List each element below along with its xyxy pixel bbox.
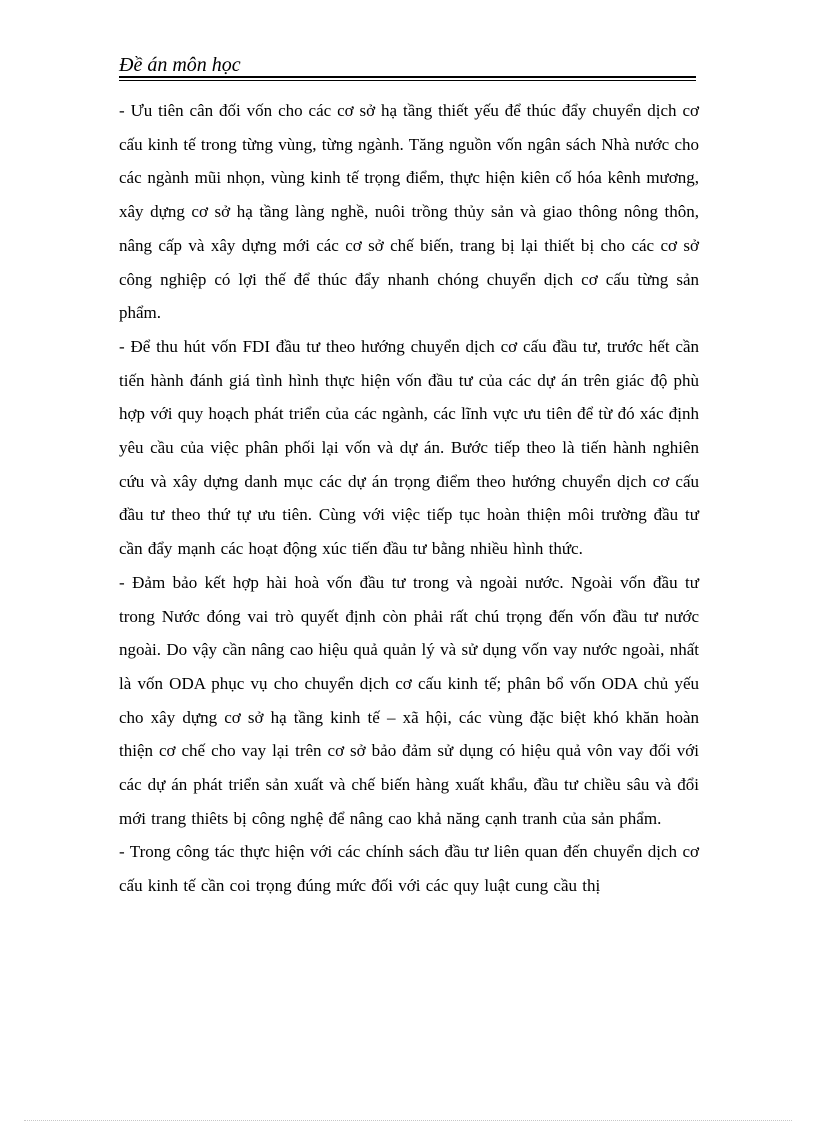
page-bottom-divider bbox=[24, 1120, 792, 1121]
paragraph-2: - Để thu hút vốn FDI đầu tư theo hướng chuyển dịch cơ cấu đầu tư, trước hết cần tiến hành đánh giá tình hình thực hiện vốn đầu tư của các dự án trên giác độ phù hợp với quy hoạch phát triển của các ngành, các lĩnh vực ưu tiên để từ đó xác định yêu cầu của việc phân phối lại vốn và dự án. Bước tiếp theo là tiến hành nghiên cứu và xây dựng danh mục các dự án trọng điểm theo hướng chuyển dịch cơ cấu đầu tư theo thứ tự ưu tiên. Cùng với việc tiếp tục hoàn thiện môi trường đầu tư cần đẩy mạnh các hoạt động xúc tiến đầu tư bằng nhiều hình thức. bbox=[119, 336, 699, 559]
header-title: Đề án môn học bbox=[119, 54, 241, 76]
paragraph-1: - Ưu tiên cân đối vốn cho các cơ sở hạ tầng thiết yếu để thúc đẩy chuyển dịch cơ cấu kinh tế trong từng vùng, từng ngành. Tăng nguồn vốn ngân sách Nhà nước cho các ngành mũi nhọn, vùng kinh tế trọng điểm, thực hiện kiên cố hóa kênh mương, xây dựng cơ sở hạ tầng làng nghề, nuôi trồng thủy sản và giao thông nông thôn, nâng cấp và xây dựng mới các cơ sở chế biến, trang bị lại thiết bị cho các cơ sở công nghiệp có lợi thế để thúc đẩy nhanh chóng chuyển dịch cơ cấu từng sản phẩm. bbox=[119, 101, 699, 323]
page-header bbox=[119, 54, 696, 78]
document-body bbox=[119, 94, 699, 903]
paragraph-3: - Đảm bảo kết hợp hài hoà vốn đầu tư trong và ngoài nước. Ngoài vốn đầu tư trong Nước đóng vai trò quyết định còn phải rất chú trọng đến vốn đầu tư nước ngoài. Do vậy cần nâng cao hiệu quả quản lý và sử dụng vốn vay nước ngoài, nhất là vốn ODA phục vụ cho chuyển dịch cơ cấu kinh tế; phân bổ vốn ODA chủ yếu cho xây dựng cơ sở hạ tầng kinh tế – xã hội, các vùng đặc biệt khó khăn hoàn thiện cơ chế cho vay lại trên cơ sở bảo đảm sử dụng có hiệu quả vôn vay đối với các dự án phát triển sản xuất và chế biến hàng xuất khẩu, đầu tư chiều sâu và đổi mới trang thiêts bị công nghệ để nâng cao khả năng cạnh tranh của sản phẩm. bbox=[119, 572, 699, 828]
paragraph-4: - Trong công tác thực hiện với các chính sách đầu tư liên quan đến chuyển dịch cơ cấu kinh tế cần coi trọng đúng mức đối với các quy luật cung cầu thị bbox=[119, 842, 699, 896]
